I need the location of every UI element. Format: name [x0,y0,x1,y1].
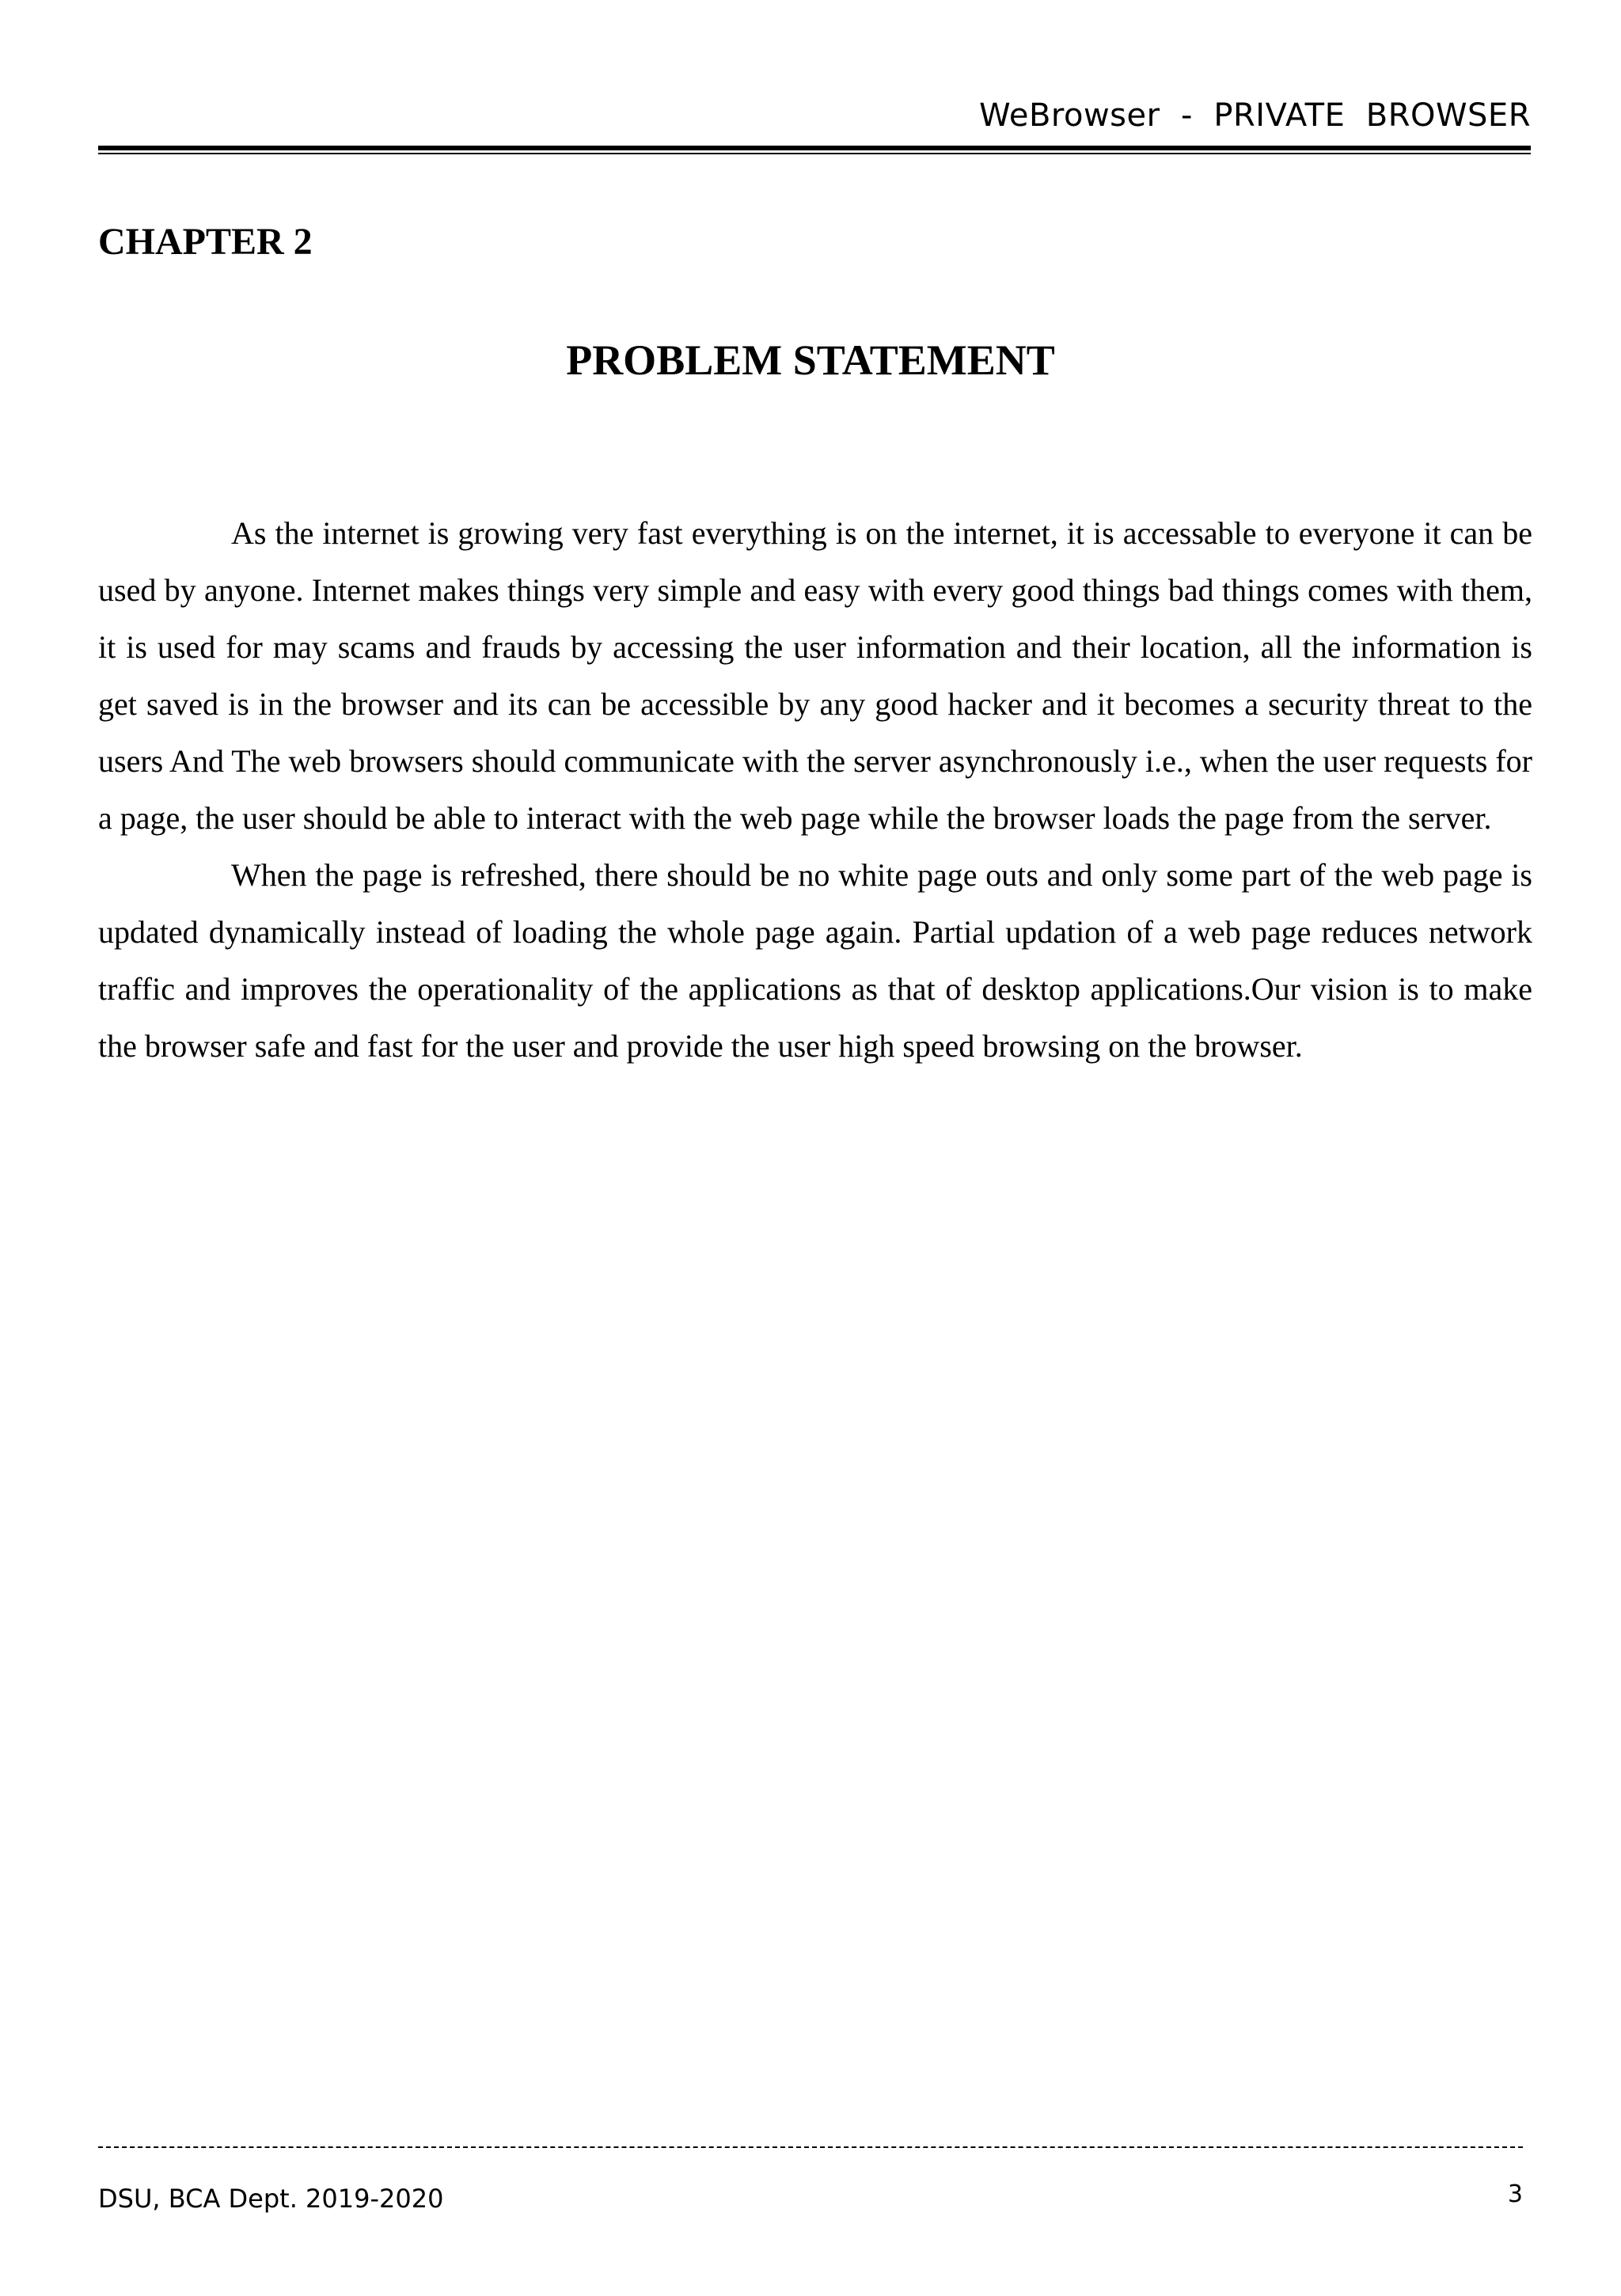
page-number: 3 [1507,2180,1523,2208]
body-text [98,505,1532,1075]
header-rule-thin [98,153,1531,154]
footer-department: DSU, BCA Dept. 2019-2020 [98,2184,444,2214]
section-title: PROBLEM STATEMENT [566,336,1055,384]
running-header-title: WeBrowser - PRIVATE BROWSER [979,97,1531,134]
paragraph-1: As the internet is growing very fast everything is on the internet, it is accessable to everyone it can be used by anyone. Internet makes things very simple and easy with every good things bad things comes with them, it is used for may scams and frauds by accessing the user information and their location, all the information is get saved is in the browser and its can be accessible by any good hacker and it becomes a security threat to the users And The web browsers should communicate with the server asynchronously i.e., when the user requests for a page, the user should be able to interact with the web page while the browser loads the page from the server. [98,515,1532,836]
chapter-label: CHAPTER 2 [98,221,313,263]
footer-dashed-rule [98,2146,1523,2148]
paragraph-2: When the page is refreshed, there should be no white page outs and only some part of the web page is updated dynamically instead of loading the whole page again. Partial updation of a web page reduces network traffic and improves the operationality of the applications as that of desktop applications.Our vision is to make the browser safe and fast for the user and provide the user high speed browsing on the browser. [98,857,1532,1064]
header-rule-thick [98,146,1531,150]
